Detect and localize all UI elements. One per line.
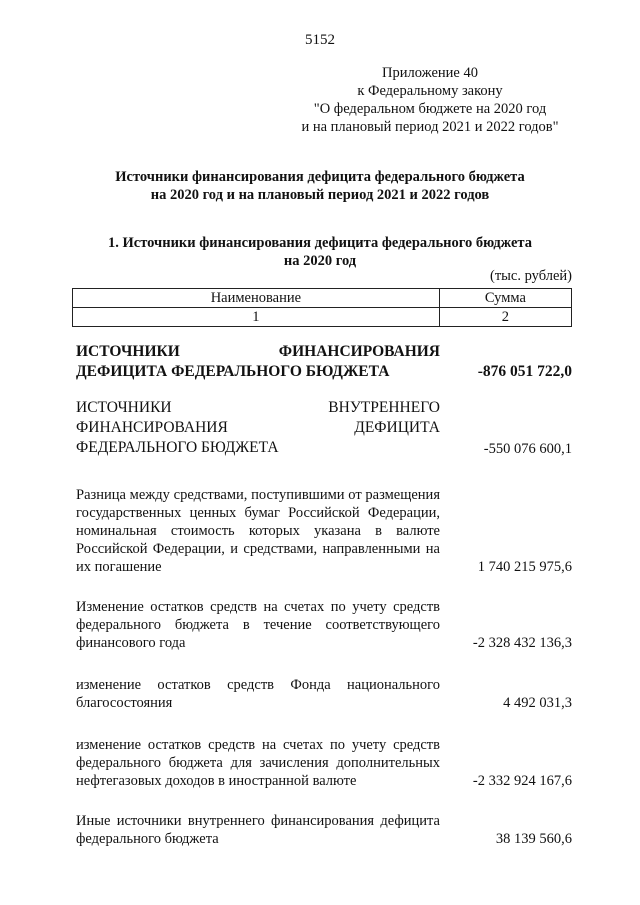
row-name: изменение остатков средств Фонда национального благосостояния	[76, 677, 440, 711]
appendix-line: Приложение 40	[382, 65, 478, 81]
column-header-name: Наименование	[73, 289, 440, 308]
table-header-row	[73, 289, 572, 308]
appendix-block	[270, 64, 590, 136]
page-number: 5152	[305, 32, 335, 48]
table-row	[76, 812, 572, 848]
table-body	[76, 342, 572, 848]
table-header	[72, 288, 572, 327]
row-value: -876 051 722,0	[477, 363, 572, 380]
row-value: 38 139 560,6	[495, 831, 572, 847]
row-name: Разница между средствами, поступившими от размещения государственных ценных бумаг Российской Федерации, номинальная стоимость которых указана в валюте Российской Федерации, и средствами, направленными на их погашение	[76, 487, 440, 575]
row-value: -550 076 600,1	[483, 441, 572, 457]
column-header-sum: Сумма	[439, 289, 571, 308]
table-row	[76, 486, 572, 576]
table-row	[76, 398, 572, 458]
column-number-sum: 2	[439, 308, 571, 327]
table-column-number-row	[73, 308, 572, 327]
section-title-line: на 2020 год	[283, 253, 357, 269]
row-name: ИСТОЧНИКИ ФИНАНСИРОВАНИЯ ДЕФИЦИТА ФЕДЕРАЛЬНОГО БЮДЖЕТА	[76, 343, 440, 380]
table-row	[76, 598, 572, 652]
row-name: изменение остатков средств на счетах по учету средств федерального бюджета для зачисления дополнительных нефтегазовых доходов в иностранной валюте	[76, 737, 440, 789]
appendix-line: к Федеральному закону	[357, 83, 503, 99]
row-value: 1 740 215 975,6	[477, 559, 572, 575]
appendix-line: и на плановый период 2021 и 2022 годов"	[301, 119, 559, 135]
table-row	[76, 342, 572, 382]
row-value: 4 492 031,3	[503, 695, 572, 711]
units-label: (тыс. рублей)	[490, 268, 572, 284]
row-name: ИСТОЧНИКИ ВНУТРЕННЕГО ФИНАНСИРОВАНИЯ ДЕФИЦИТА ФЕДЕРАЛЬНОГО БЮДЖЕТА	[76, 399, 440, 456]
section-title	[40, 234, 600, 270]
table-row	[76, 676, 572, 712]
row-name: Изменение остатков средств на счетах по учету средств федерального бюджета в течение соответствующего финансового года	[76, 599, 440, 651]
row-name: Иные источники внутреннего финансирования дефицита федерального бюджета	[76, 813, 440, 847]
row-value: -2 328 432 136,3	[472, 635, 572, 651]
row-value: -2 332 924 167,6	[472, 773, 572, 789]
column-number-name: 1	[73, 308, 440, 327]
document-title-line: на 2020 год и на плановый период 2021 и 2022 годов	[150, 187, 490, 203]
table-row	[76, 736, 572, 790]
document-title	[40, 168, 600, 204]
appendix-line: "О федеральном бюджете на 2020 год	[313, 101, 547, 117]
document-title-line: Источники финансирования дефицита федерального бюджета	[115, 169, 525, 185]
section-title-line: 1. Источники финансирования дефицита федерального бюджета	[108, 235, 532, 251]
